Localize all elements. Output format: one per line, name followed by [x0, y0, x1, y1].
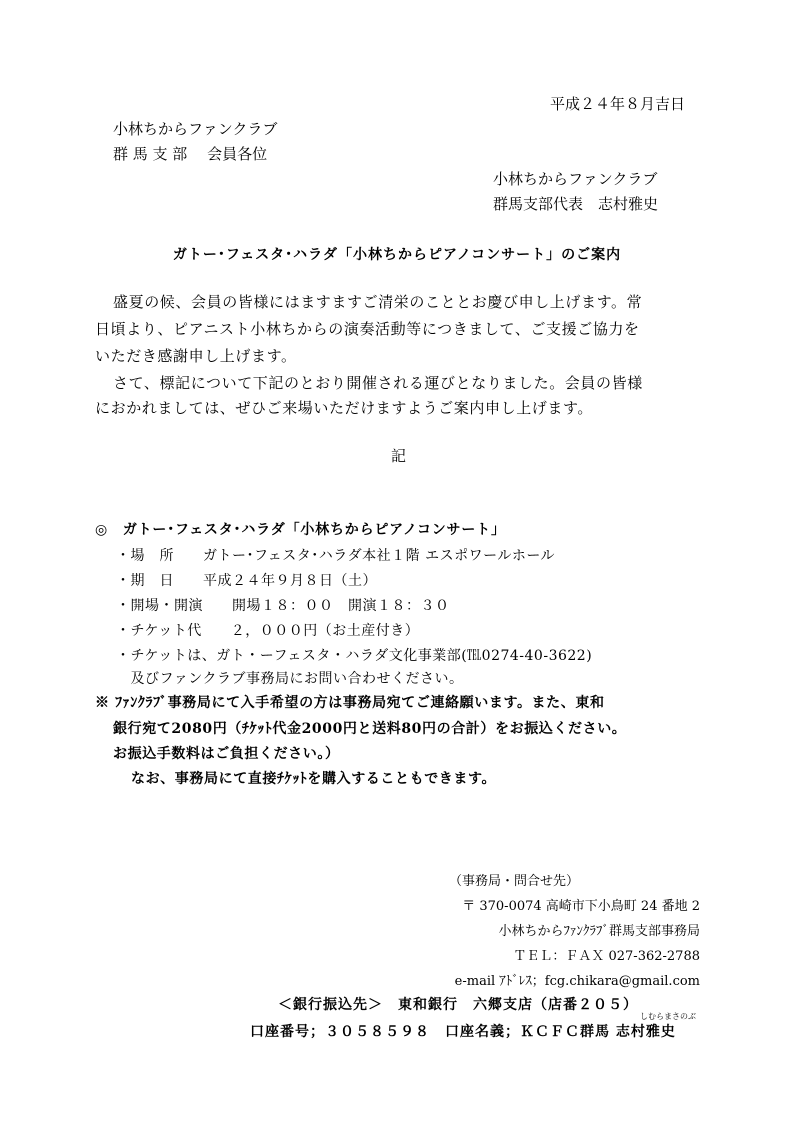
event-title: ◎ ガトー･フェスタ･ハラダ「小林ちからピアノコンサート」 [95, 522, 506, 538]
body-line-3: いただき感謝申し上げます。 [95, 347, 297, 365]
notice-line-2: 銀行宛て2080円（ﾁｹｯﾄ代金2000円と送料80円の合計）をお振込ください。 [113, 721, 627, 737]
name-ruby: しむらまさのぶ [640, 1012, 696, 1021]
detail-contact: ・チケットは、ガト・ーフェスタ・ハラダ文化事業部(℡0274-40-3622) [116, 648, 593, 664]
body-line-5: におかれましては、ぜひご来場いただけますようご案内申し上げます。 [95, 399, 594, 417]
body-line-4: さて、標記について下記のとおり開催される運びとなりました。会員の皆様 [113, 374, 643, 392]
body-line-1: 盛夏の候、会員の皆様にはますますご清栄のこととお慶び申し上げます。常 [113, 293, 643, 311]
detail-date: ・期 日 平成２４年９月８日（土） [116, 573, 377, 589]
notice-line-1: ※ ﾌｧﾝｸﾗﾌﾞ事務局にて入手希望の方は事務局宛てご連絡願います。また、東和 [95, 695, 605, 711]
ki-heading: 記 [391, 447, 407, 465]
office-tel: ＴＥＬ：ＦＡＸ 027-362-2788 [513, 949, 700, 964]
sender-line-1: 小林ちからファンクラブ [493, 170, 658, 188]
office-address: 〒 370-0074 高崎市下小鳥町 24 番地 2 [462, 899, 700, 914]
notice-line-3: お振込手数料はご負担ください。） [113, 746, 340, 762]
document-date: 平成２４年８月吉日 [549, 95, 685, 113]
office-name: 小林ちからﾌｧﾝｸﾗﾌﾞ群馬支部事務局 [498, 924, 700, 939]
document-title: ガトー･フェスタ･ハラダ「小林ちからピアノコンサート」のご案内 [172, 247, 622, 263]
bank-info: ＜銀行振込先＞ 東和銀行 六郷支店（店番２０５） [278, 997, 638, 1013]
office-label: （事務局・問合せ先） [448, 874, 579, 889]
detail-time: ・開場・開演 開場１８：００ 開演１８：３０ [116, 598, 450, 614]
office-email: e-mail ｱﾄﾞﾚｽ；fcg.chikara@gmail.com [454, 974, 700, 989]
bank-account: 口座番号；３０５８５９８ 口座名義；ＫＣＦＣ群馬 志村雅史 [250, 1024, 676, 1040]
recipient-line-2: 群 馬 支 部 会員各位 [113, 145, 268, 163]
detail-price: ・チケット代 ２，０００円（お土産付き） [116, 623, 420, 639]
detail-contact-cont: 及びファンクラブ事務局にお問い合わせください。 [116, 671, 464, 687]
recipient-line-1: 小林ちからファンクラブ [113, 120, 278, 138]
sender-line-2: 群馬支部代表 志村雅史 [493, 195, 659, 213]
detail-venue: ・場 所 ガトー･フェスタ･ハラダ本社１階 エスポワールホール [116, 548, 556, 564]
body-line-2: 日頃より、ピアニスト小林ちからの演奏活動等につきまして、ご支援ご協力を [95, 320, 640, 338]
notice-line-4: なお、事務局にて直接ﾁｹｯﾄを購入することもできます。 [131, 771, 497, 787]
